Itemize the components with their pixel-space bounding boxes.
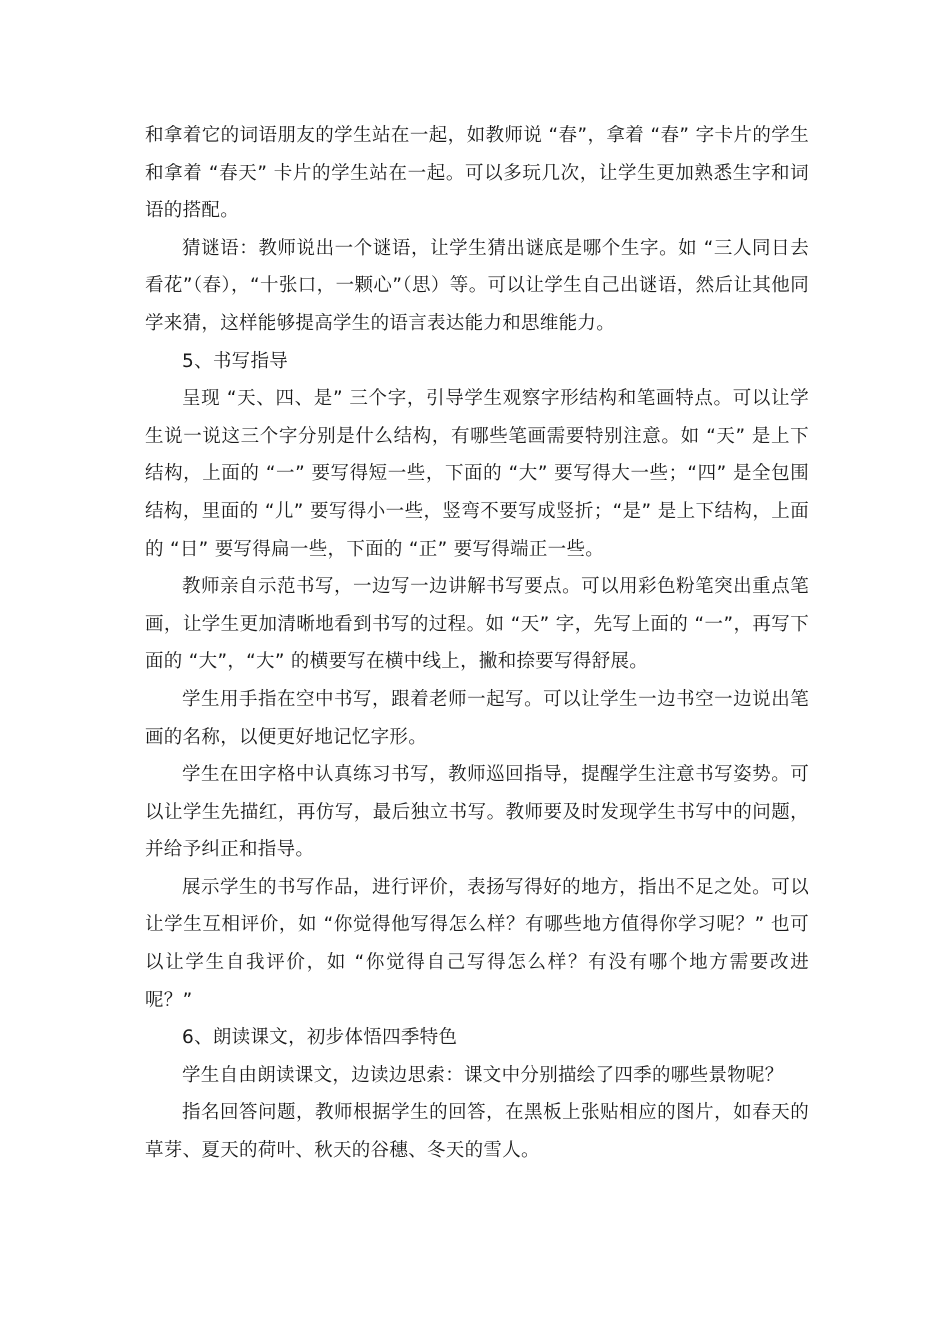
paragraph-riddle-game: 猜谜语：教师说出一个谜语，让学生猜出谜底是哪个生字。如 “三人同日去看花”（春），“十张口，一颗心”（思）等。可以让学生自己出谜语，然后让其他同学来猜，这样能够提高学生的语言表达能力和思维能力。 — [145, 237, 809, 334]
document-body — [145, 117, 809, 1170]
paragraph-word-card-game-continued: 和拿着它的词语朋友的学生站在一起，如教师说 “春”，拿着 “春” 字卡片的学生和拿着 “春天” 卡片的学生站在一起。可以多玩几次，让学生更加熟悉生字和词语的搭配。 — [145, 125, 809, 222]
paragraph-work-evaluation: 展示学生的书写作品，进行评价，表扬写得好的地方，指出不足之处。可以让学生互相评价，如 “你觉得他写得怎么样？有哪些地方值得你学习呢？” 也可以让学生自我评价，如 “你觉得自己写得怎么样？有没有哪个地方需要改进呢？” — [145, 876, 809, 1011]
paragraph-air-writing: 学生用手指在空中书写，跟着老师一起写。可以让学生一边书空一边说出笔画的名称，以便更好地记忆字形。 — [145, 688, 809, 748]
section-heading-reading-text: 6、朗读课文，初步体悟四季特色 — [182, 1027, 458, 1049]
section-heading-writing-guidance: 5、书写指导 — [182, 350, 289, 372]
paragraph-character-structure: 呈现 “天、四、是” 三个字，引导学生观察字形结构和笔画特点。可以让学生说一说这三个字分别是什么结构，有哪些笔画需要特别注意。如 “天” 是上下结构，上面的 “一” 要写得短一些，下面的 “大” 要写得大一些；“四” 是全包围结构，里面的 “儿” 要写得小一些，竖弯不要写成竖折；“是” 是上下结构，上面的 “日” 要写得扁一些，下面的 “正” 要写得端正一些。 — [145, 388, 809, 560]
paragraph-teacher-demonstration: 教师亲自示范书写，一边写一边讲解书写要点。可以用彩色粉笔突出重点笔画，让学生更加清晰地看到书写的过程。如 “天” 字，先写上面的 “一”，再写下面的 “大”，“大” 的横要写在横中线上，撇和捺要写得舒展。 — [145, 576, 809, 673]
paragraph-free-reading: 学生自由朗读课文，边读边思索：课文中分别描绘了四季的哪些景物呢？ — [182, 1064, 784, 1086]
paragraph-answer-questions: 指名回答问题，教师根据学生的回答，在黑板上张贴相应的图片，如春天的草芽、夏天的荷叶、秋天的谷穗、冬天的雪人。 — [145, 1102, 809, 1162]
paragraph-grid-practice: 学生在田字格中认真练习书写，教师巡回指导，提醒学生注意书写姿势。可以让学生先描红，再仿写，最后独立书写。教师要及时发现学生书写中的问题，并给予纠正和指导。 — [145, 764, 809, 861]
